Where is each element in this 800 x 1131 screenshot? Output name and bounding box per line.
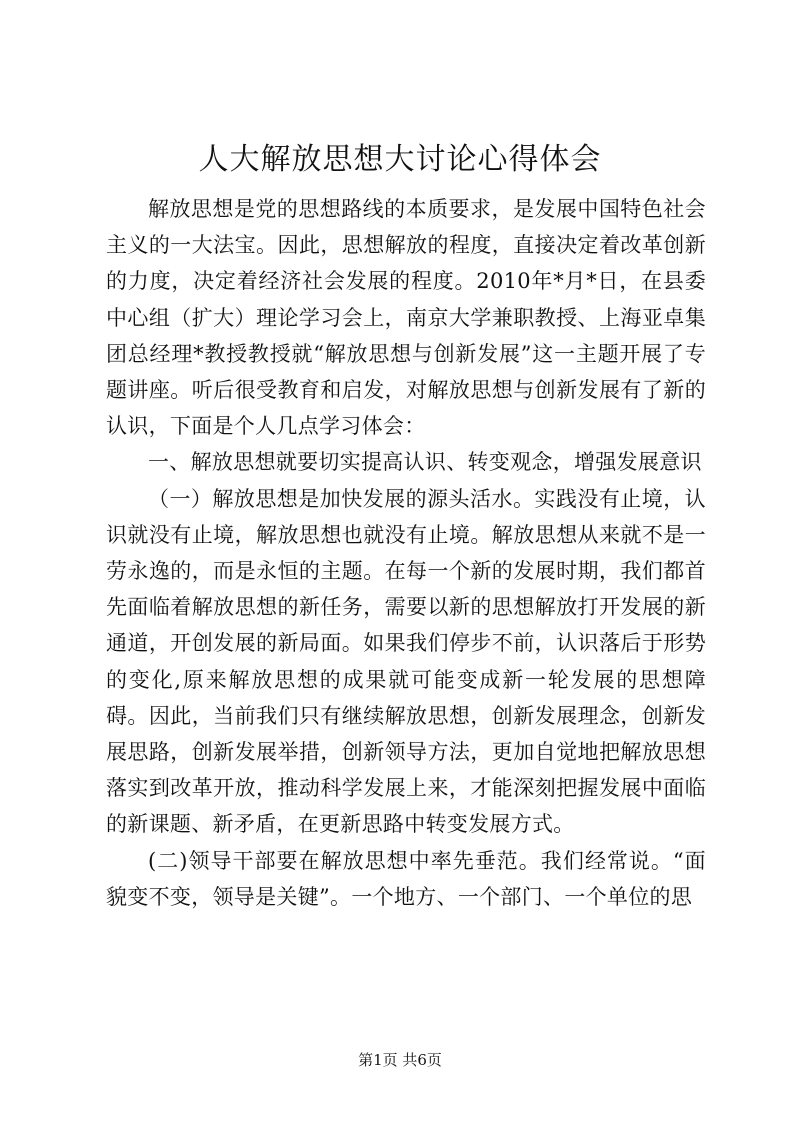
document-title: 人大解放思想大讨论心得体会	[198, 142, 602, 177]
document-body	[106, 191, 706, 915]
paragraph-point-2: (二)领导干部要在解放思想中率先垂范。我们经常说。“面貌变不变，领导是关键”。一个地方、一个部门、一个单位的思	[106, 848, 706, 909]
paragraph-intro: 解放思想是党的思想路线的本质要求，是发展中国特色社会主义的一大法宝。因此，思想解放的程度，直接决定着改革创新的力度，决定着经济社会发展的程度。2010年*月*日，在县委中心组（扩大）理论学习会上，南京大学兼职教授、上海亚卓集团总经理*教授教授就“解放思想与创新发展”这一主题开展了专题讲座。听后很受教育和启发，对解放思想与创新发展有了新的认识，下面是个人几点学习体会：	[106, 197, 706, 439]
section-heading-1: 一、解放思想就要切实提高认识、转变观念，增强发展意识	[148, 450, 702, 475]
page-footer: 第1页 共6页	[358, 1051, 442, 1069]
paragraph-point-1: （一）解放思想是加快发展的源头活水。实践没有止境，认识就没有止境，解放思想也就没有止境。解放思想从来就不是一劳永逸的，而是永恒的主题。在每一个新的发展时期，我们都首先面临着解放思想的新任务，需要以新的思想解放打开发展的新通道，开创发展的新局面。如果我们停步不前，认识落后于形势的变化,原来解放思想的成果就可能变成新一轮发展的思想障碍。因此，当前我们只有继续解放思想，创新发展理念，创新发展思路，创新发展举措，创新领导方法，更加自觉地把解放思想落实到改革开放，推动科学发展上来，才能深刻把握发展中面临的新课题、新矛盾，在更新思路中转变发展方式。	[106, 486, 706, 837]
